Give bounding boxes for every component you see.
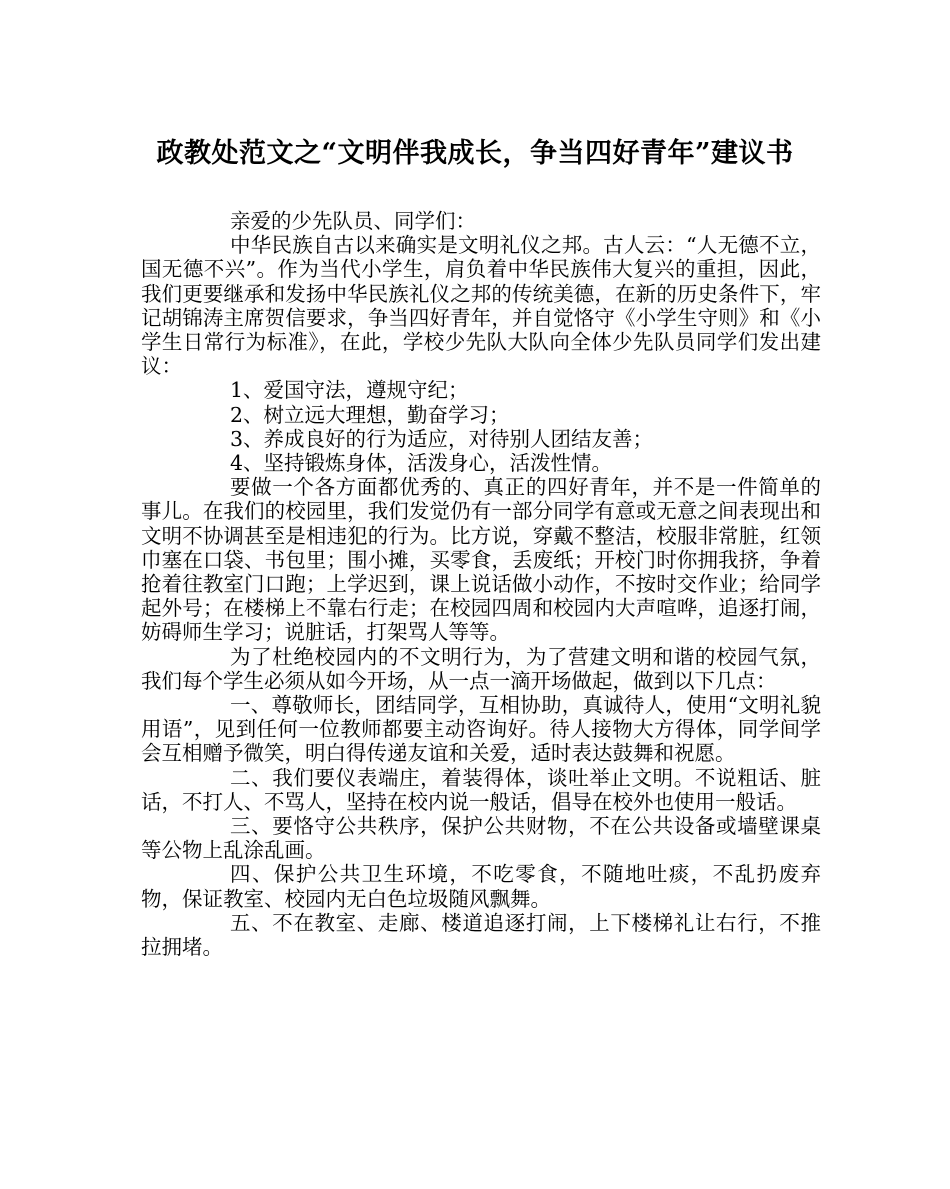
- document-body: [141, 209, 821, 959]
- point-4: 四、保护公共卫生环境，不吃零食，不随地吐痰，不乱扔废弃物，保证教室、校园内无白色垃圾随风飘舞。: [141, 862, 821, 911]
- document-title: 政教处范文之“文明伴我成长，争当四好青年”建议书: [156, 138, 794, 169]
- point-1: 一、尊敬师长，团结同学，互相协助，真诚待人，使用“文明礼貌用语”，见到任何一位教师都要主动咨询好。待人接物大方得体，同学间学会互相赠予微笑，明白得传递友谊和关爱，适时表达鼓舞和祝愿。: [141, 693, 821, 766]
- transition-paragraph: 为了杜绝校园内的不文明行为，为了营建文明和谐的校园气氛，我们每个学生必须从如今开场，从一点一滴开场做起，做到以下几点：: [141, 644, 821, 693]
- proposal-item-4: 4、坚持锻炼身体，活泼身心，活泼性情。: [230, 451, 613, 476]
- intro-paragraph: 中华民族自古以来确实是文明礼仪之邦。古人云：“人无德不立，国无德不兴”。作为当代小学生，肩负着中华民族伟大复兴的重担，因此，我们更要继承和发扬中华民族礼仪之邦的传统美德，在新的历史条件下，牢记胡锦涛主席贺信要求，争当四好青年，并自觉恪守《小学生守则》和《小学生日常行为标准》，在此，学校少先队大队向全体少先队员同学们发出建议：: [141, 233, 821, 379]
- point-3: 三、要恪守公共秩序，保护公共财物，不在公共设备或墙壁课桌等公物上乱涂乱画。: [141, 814, 821, 863]
- proposal-item-3: 3、养成良好的行为适应，对待别人团结友善；: [230, 426, 654, 451]
- point-5: 五、不在教室、走廊、楼道追逐打闹，上下楼梯礼让右行，不推拉拥堵。: [141, 910, 821, 960]
- problem-paragraph: 要做一个各方面都优秀的、真正的四好青年，并不是一件简单的事儿。在我们的校园里，我们发觉仍有一部分同学有意或无意之间表现出和文明不协调甚至是相违犯的行为。比方说，穿戴不整洁，校服非常脏，红领巾塞在口袋、书包里；围小摊，买零食，丢废纸；开校门时你拥我挤，争着抢着往教室门口跑；上学迟到，课上说话做小动作，不按时交作业；给同学起外号；在楼梯上不靠右行走；在校园四周和校园内大声喧哗，追逐打闹，妨碍师生学习；说脏话，打架骂人等等。: [141, 475, 821, 645]
- salutation: 亲爱的少先队员、同学们：: [230, 209, 476, 233]
- proposal-item-1: 1、爱国守法，遵规守纪；: [230, 378, 469, 403]
- point-2: 二、我们要仪表端庄，着装得体，谈吐举止文明。不说粗话、脏话，不打人、不骂人，坚持在校内说一般话，倡导在校外也使用一般话。: [141, 765, 821, 814]
- proposal-item-2: 2、树立远大理想，勤奋学习；: [230, 402, 510, 427]
